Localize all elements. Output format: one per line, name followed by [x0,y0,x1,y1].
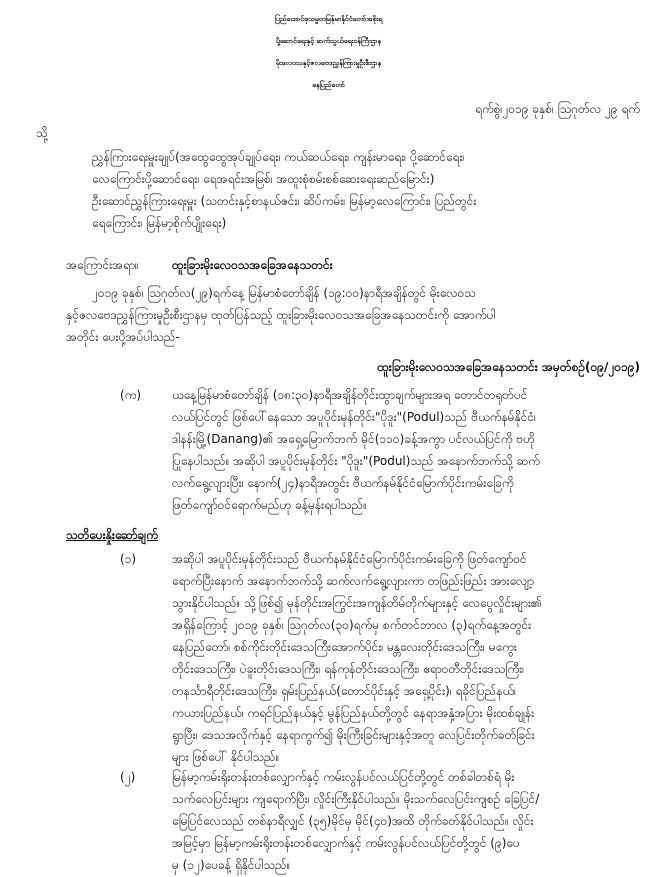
note-2-line: မြေပြင်လေသည် တစ်နာရီလျှင် (၃၅)မိုင်မှ မိုင်(၄၀)အထိ တိုက်ခတ်နိုင်ပါသည်။ လှိုင်း [172,814,534,828]
header-line-department: မိုးလေဝသနှင့်ဇလဗေဒညွှန်ကြားမှုဦးစီးဌာန [275,59,382,67]
section-ka-line: ဒါနန်းမြို့(Danang)၏ အရှေ့မြောက်ဘက် မိုင်(၁၁၀)ခန့်အကွာ ပင်လယ်ပြင်ကို ဗဟို [172,432,535,446]
recipient-line: လေကြောင်းပို့ဆောင်ရေး၊ ရေအရင်းအမြစ်၊ အထူးစုံစမ်းစစ်ဆေးရေးဆည်မြောင်း) [92,172,435,186]
section-ka-line: ပြုနေပါသည်။ အဆိုပါ အပူပိုင်းမုန်တိုင်း "ပိုဒူး"(Podul)သည် အနောက်ဘက်သို့ ဆက် [172,454,540,468]
note-1-line: ရွာပြီး၊ ဒေသအလိုက်နှင့် နေရာကွက်၍ မိုးကြီးခြင်းများနှင့်အတူ လေပြင်းတိုက်ခတ်ခြင်း [172,728,535,742]
bulletin-title: ထူးခြားမိုးလေဝသအခြေအနေသတင်း အမှတ်စဉ်(၀၉/၂၀၁၉) [377,360,640,374]
section-ka-line: လယ်ပြင်တွင် ဖြစ်ပေါ်နေသော အပူပိုင်းမုန်တိုင်း"ပိုဒူး"(Podul)သည် ဗီယက်နမ်နိုင်ငံ၊ [172,410,536,424]
recipient-line: ညွှန်ကြားရေးမှူးချုပ်(အထွေထွေအုပ်ချုပ်ရေး၊ ကယ်ဆယ်ရေး၊ ကျန်းမာရေး၊ ပို့ဆောင်ရေး၊ [92,150,465,164]
subject-label: အကြောင်းအရာ။ [66,258,139,272]
note-1-line: တိုင်းဒေသကြီး၊ ပဲခူးတိုင်းဒေသကြီး၊ ရန်ကုန်တိုင်းဒေသကြီး၊ ဧရာဝတီတိုင်းဒေသကြီး၊ [172,662,525,676]
note-1-line: နေပြည်တော်၊ စစ်ကိုင်းတိုင်းဒေသကြီးအောက်ပိုင်း၊ မန္တလေးတိုင်းဒေသကြီး၊ မကွေး [172,640,517,654]
header-line-ministry: ပို့ဆောင်ရေးနှင့် ဆက်သွယ်ရေးဝန်ကြီးဌာန [275,37,382,45]
notes-heading: သတိပေးနှိုးဆော်ချက် [66,528,158,542]
note-2-line: မြန်မာ့ကမ်းရိုးတန်းတစ်လျှောက်နှင့် ကမ်းလွန်ပင်လယ်ပြင်တို့တွင် တစ်ခါတစ်ရံ မိုး [172,770,515,784]
note-1-line: တနင်္သာရီတိုင်းဒေသကြီး၊ ရှမ်းပြည်နယ်(တောင်ပိုင်းနှင့် အရှေ့ပိုင်း)၊ ရခိုင်ပြည်နယ်၊ [172,684,517,698]
section-ka-line: ယနေ့မြန်မာစံတော်ချိန် (၁၈:၃၀)နာရီအချိန်တိုင်းထွာချက်များအရ တောင်တရုတ်ပင် [172,388,528,402]
note-2-line: အမြင့်မှာ မြန်မာ့ကမ်းရိုးတန်းတစ်လျှောက်နှင့် ကမ်းလွန်ပင်လယ်ပြင်တို့တွင် (၉)ပေ [172,836,520,850]
subject-text: ထူးခြားမိုးလေဝသအခြေအနေသတင်း [172,258,333,272]
note-1-line: သွားနိုင်ပါသည်။ သို့ဖြစ်၍ မုန်တိုင်းအကြွင်းအကျန်တိမ်တိုက်များနှင့် လေပွေလှိုင်းများ၏ [172,596,542,610]
intro-line: အတိုင်း ပေးပို့အပ်ပါသည်- [66,330,180,344]
section-ka-line: ဖြတ်ကျော်ဝင်ရောက်မည်ဟု ခန့်မှန်းရပါသည်။ [172,498,367,512]
header-line-government: ပြည်ထောင်စုသမ္မတမြန်မာနိုင်ငံတော်အစိုးရ [274,15,383,23]
recipient-line: ရေကြောင်း၊ မြန်မာ့စိုက်ပျိုးရေး) [92,216,227,230]
note-1-line: ကယားပြည်နယ်၊ ကရင်ပြည်နယ်နှင့် မွန်ပြည်နယ်တို့တွင် နေရာအနှံ့အပြား မိုးထစ်ချုန်း [172,706,535,720]
note-2-line: မှ (၁၂)ပေခန့် ရှိနိုင်ပါသည်။ [172,858,291,872]
note-2-marker: (၂) [120,770,136,784]
intro-line: နှင့်ဇလဗေဒညွှန်ကြားမှုဦးစီးဌာနမှ ထုတ်ပြန်သည့် ထူးခြားမိုးလေဝသအခြေအနေသတင်းကို အောက်ပါ [66,308,496,322]
note-1-line: ရောက်ပြီးနောက် အနောက်ဘက်သို့ ဆက်လက်ရွေ့လျားကာ တဖြည်းဖြည်း အားလျော့ [172,574,535,588]
to-label: သို့ [36,126,48,140]
section-ka-marker: (က) [120,388,142,402]
note-1-line: များ ဖြစ်ပေါ် နိုင်ပါသည်။ [172,750,280,764]
section-ka-line: လက်ရွေ့လျားပြီး၊ နောက်(၂၄)နာရီအတွင်း ဗီယက်နမ်နိုင်ငံမြောက်ပိုင်းကမ်းခြေကို [172,476,514,490]
intro-line: ၂၀၁၉ ခုနှစ်၊ ဩဂုတ်လ(၂၉)ရက်နေ့ မြန်မာစံတော်ချိန် (၁၉:၀၀)နာရီအချိန်တွင် မိုးလေဝသ [92,286,476,300]
recipient-line: ဦးဆောင်ညွှန်ကြားရေးမှူး (သတင်းနှင့်စာနယ်ဇင်း၊ ဆိပ်ကမ်း၊ မြန်မာ့လေကြောင်း၊ ပြည်တွင်း [92,194,477,208]
document-date: ရက်စွဲ၊၂၀၁၉ ခုနှစ်၊ ဩဂုတ်လ ၂၉ ရက် [475,102,640,116]
note-1-line: အဆိုပါ အပူပိုင်းမုန်တိုင်းသည် ဗီယက်နမ်နိုင်ငံမြောက်ပိုင်းကမ်းခြေကို ဖြတ်ကျော်ဝင် [172,552,527,566]
note-2-line: သက်လေပြင်းများ ကျရောက်ပြီး၊ လှိုင်းကြီးနိုင်ပါသည်။ မိုးသက်လေပြင်းကျစဉ် ခြေပြင်/ [172,792,540,806]
header-line-city: နေပြည်တော် [312,81,345,89]
note-1-marker: (၁) [120,552,137,566]
note-1-line: အရှိန်ကြောင့် ၂၀၁၉ ခုနှစ်၊ ဩဂုတ်လ(၃၀)ရက်မှ စက်တင်ဘာလ (၃)ရက်နေ့အတွင်း [172,618,532,632]
